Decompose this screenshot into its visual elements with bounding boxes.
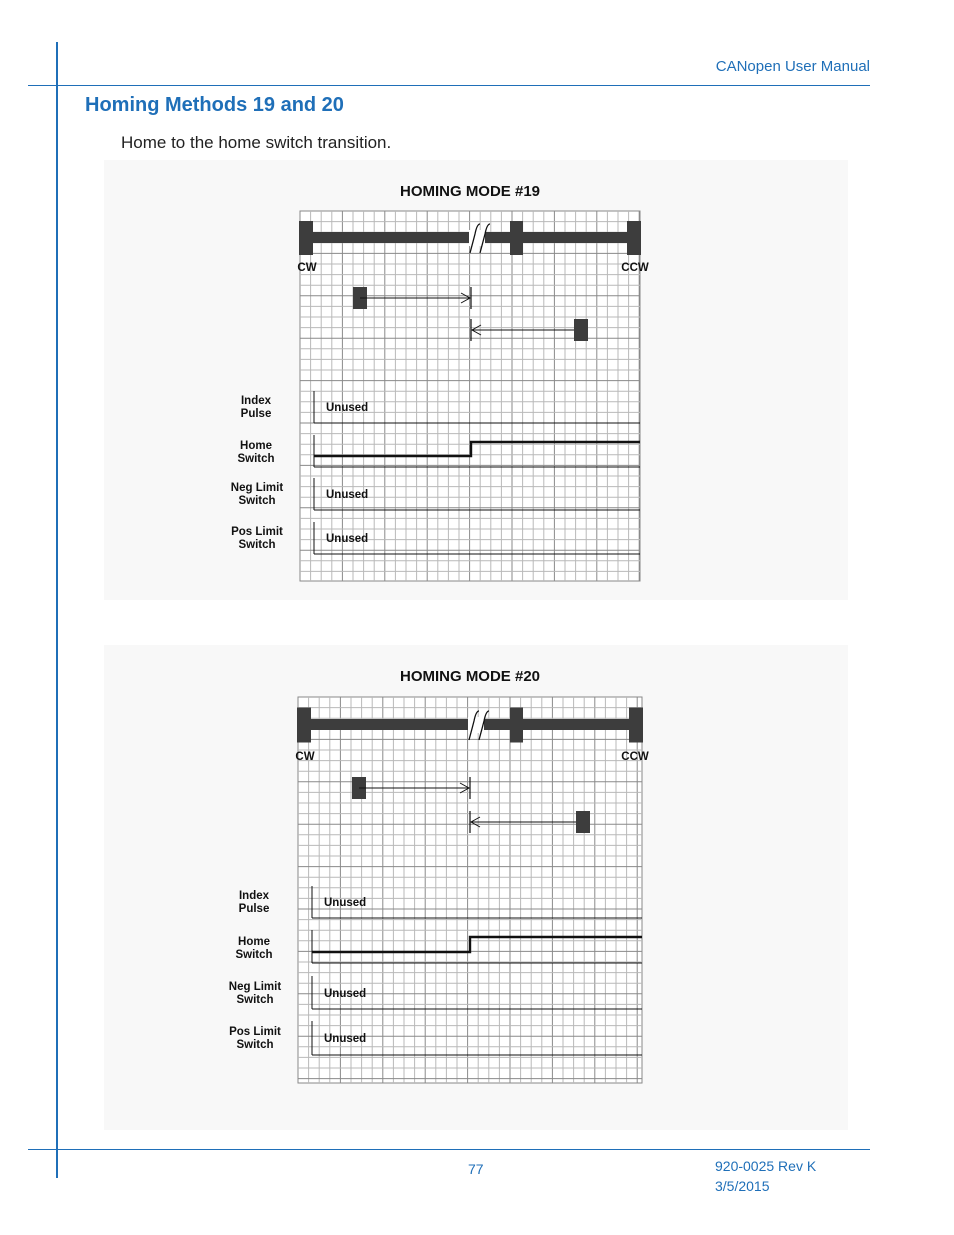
signal-label-home-switch-2: Switch — [235, 949, 273, 961]
signal-label-pos-limit-2: Switch — [236, 1039, 274, 1051]
signal-state-pos-limit: Unused — [324, 1033, 367, 1045]
page-number: 77 — [468, 1161, 484, 1177]
rail-block — [510, 708, 523, 743]
grid — [298, 697, 642, 1083]
signal-label-neg-limit-2: Switch — [236, 994, 274, 1006]
rail-block — [510, 221, 523, 255]
signal-label-neg-limit-1: Neg Limit — [230, 482, 284, 494]
cw-label: CW — [295, 751, 315, 763]
start-position-marker — [574, 319, 588, 341]
signal-state-neg-limit: Unused — [326, 489, 369, 501]
signal-state-index-pulse: Unused — [326, 402, 369, 414]
manual-title: CANopen User Manual — [715, 58, 870, 75]
cw-end-stop — [299, 221, 313, 255]
diagram-title: HOMING MODE #20 — [399, 668, 541, 685]
grid — [300, 211, 640, 581]
ccw-end-stop — [629, 708, 643, 743]
header-rule — [28, 85, 870, 86]
signal-state-pos-limit: Unused — [326, 533, 369, 545]
signal-label-neg-limit-2: Switch — [238, 495, 276, 507]
homing-diagram-19 — [104, 160, 848, 600]
document-date: 3/5/2015 — [715, 1178, 770, 1194]
ccw-end-stop — [627, 221, 641, 255]
footer-rule — [28, 1149, 870, 1150]
signal-label-index-pulse-2: Pulse — [238, 903, 270, 915]
signal-label-neg-limit-1: Neg Limit — [228, 981, 282, 993]
signal-label-pos-limit-1: Pos Limit — [229, 1026, 281, 1038]
signal-label-pos-limit-2: Switch — [238, 539, 276, 551]
signal-label-index-pulse-1: Index — [238, 890, 270, 902]
diagram-title: HOMING MODE #19 — [399, 183, 541, 200]
cw-label: CW — [297, 262, 317, 274]
signal-state-neg-limit: Unused — [324, 988, 367, 1000]
signal-label-home-switch-1: Home — [238, 936, 270, 948]
signal-state-index-pulse: Unused — [324, 897, 367, 909]
signal-label-home-switch-1: Home — [240, 440, 272, 452]
homing-diagram-19-svg — [104, 160, 848, 600]
intro-text: Home to the home switch transition. — [121, 133, 392, 152]
signal-label-home-switch-2: Switch — [237, 453, 275, 465]
signal-label-index-pulse-1: Index — [240, 395, 272, 407]
homing-diagram-20 — [104, 645, 848, 1130]
document-revision: 920-0025 Rev K — [715, 1158, 817, 1174]
start-position-marker — [576, 811, 590, 833]
left-margin-rule — [56, 42, 58, 1178]
ccw-label: CCW — [621, 262, 649, 274]
grid-frame — [298, 697, 642, 1083]
cw-end-stop — [297, 708, 311, 743]
homing-diagram-20-svg — [104, 645, 848, 1130]
section-title: Homing Methods 19 and 20 — [85, 94, 344, 116]
ccw-label: CCW — [621, 751, 649, 763]
signal-label-index-pulse-2: Pulse — [240, 408, 272, 420]
signal-label-pos-limit-1: Pos Limit — [231, 526, 283, 538]
